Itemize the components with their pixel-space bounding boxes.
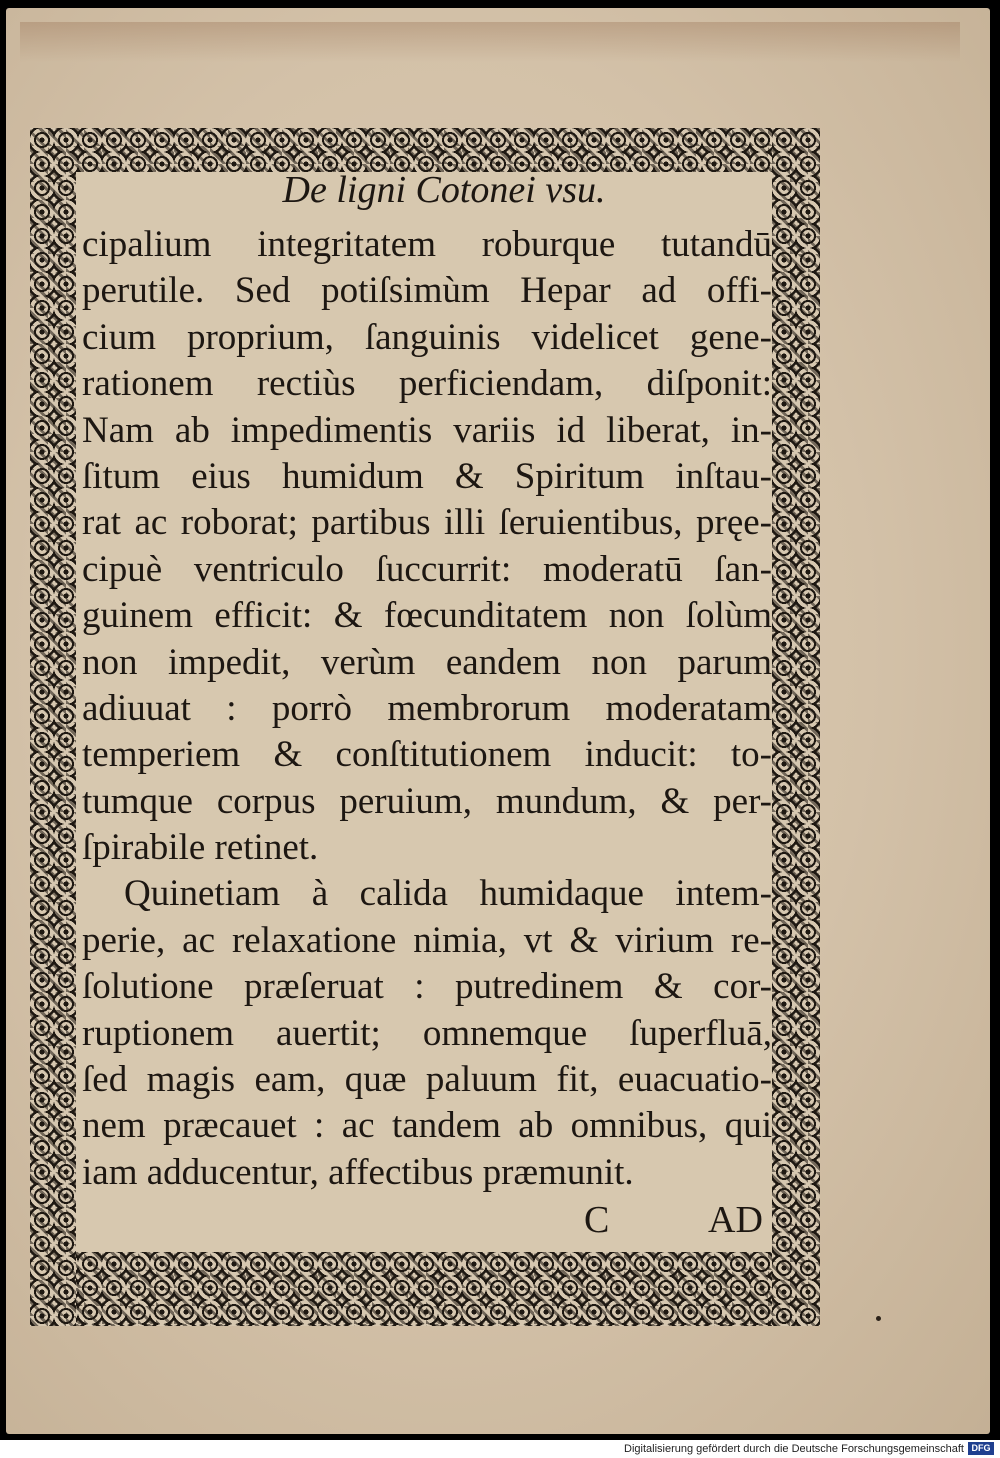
text-line: ſitum eius humidum & Spiritum inſtau-: [82, 455, 772, 497]
text-line: ſolutione præſeruat : putredinem & cor-: [82, 966, 772, 1008]
text-line: cium proprium, ſanguinis videlicet gene-: [82, 316, 772, 358]
text-line: rat ac roborat; partibus illi ſeruientibus, pręe-: [82, 502, 772, 544]
text-line: non impedit, verùm eandem non parum: [82, 641, 772, 683]
signature-mark: C: [584, 1199, 610, 1241]
text-line: iam adducentur, affectibus præmunit.: [82, 1151, 634, 1193]
text-line: Quinetiam à calida humidaque intem-: [124, 873, 772, 915]
text-line: adiuuat : porrò membrorum moderatam: [82, 687, 772, 729]
digitization-credit: Digitalisierung gefördert durch die Deutsche Forschungsgemeinschaft: [0, 1440, 1000, 1458]
text-line: cipuè ventriculo ſuccurrit: moderatū ſan-: [82, 548, 772, 590]
text-line: ſed magis eam, quæ paluum fit, euacuatio-: [82, 1059, 772, 1101]
text-line: nem præcauet : ac tandem ab omnibus, qui: [82, 1105, 772, 1147]
text-line: temperiem & conſtitutionem inducit: to-: [82, 734, 772, 776]
text-line: perutile. Sed potiſsimùm Hepar ad offi-: [82, 270, 772, 312]
text-line: ſpirabile retinet.: [82, 827, 319, 869]
text-line: perie, ac relaxatione nimia, vt & virium re-: [82, 919, 772, 961]
text-line: Nam ab impedimentis variis id liberat, in-: [82, 409, 772, 451]
ink-dot: [876, 1316, 881, 1321]
text-line: cipalium integritatem roburque tutandū: [82, 224, 772, 265]
text-line: guinem efficit: & fœcunditatem non ſolùm: [82, 595, 772, 637]
ornamental-border-top: [30, 128, 820, 172]
text-line: rationem rectiùs perficiendam, diſponit:: [82, 363, 772, 405]
ornamental-border-right: [772, 128, 820, 1326]
dfg-logo: DFG: [968, 1442, 994, 1455]
page-stain: [20, 22, 960, 62]
ornamental-border-bottom: [30, 1252, 820, 1326]
text-line: ruptionem auertit; omnemque ſuperfluā,: [82, 1012, 772, 1054]
running-head: De ligni Cotonei vsu.: [282, 169, 606, 211]
catchword: AD: [708, 1199, 763, 1241]
ornamental-border-left: [30, 128, 76, 1326]
body-text: [82, 222, 772, 1196]
text-line: tumque corpus peruium, mundum, & per-: [82, 780, 772, 822]
